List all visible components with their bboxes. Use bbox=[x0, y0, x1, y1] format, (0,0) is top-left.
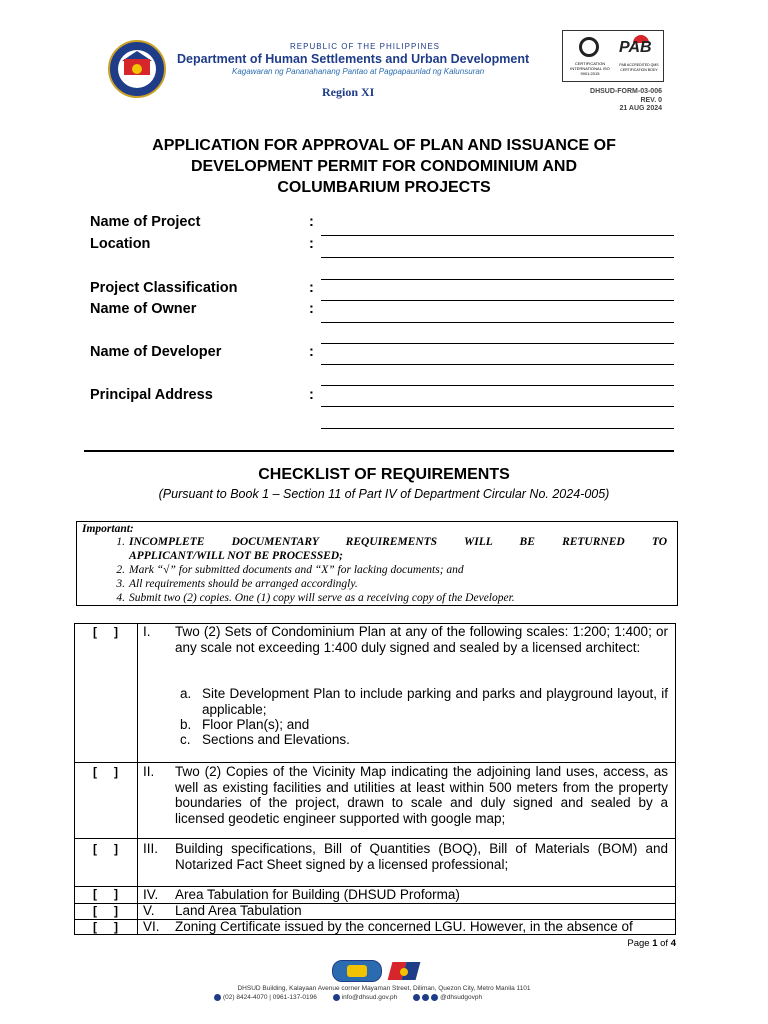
republic-label: REPUBLIC OF THE PHILIPPINES bbox=[290, 42, 440, 51]
project-name-line[interactable] bbox=[321, 235, 674, 236]
requirement-number: VI. bbox=[143, 919, 160, 934]
checkbox-requirement-3[interactable] bbox=[74, 842, 137, 856]
field-label-owner: Name of Owner bbox=[90, 301, 197, 317]
bracket-close: ] bbox=[114, 887, 118, 901]
bracket-open: [ bbox=[93, 887, 97, 901]
field-colon: : bbox=[309, 387, 314, 403]
owner-line-2[interactable] bbox=[321, 343, 674, 344]
page-total: 4 bbox=[670, 938, 676, 949]
requirement-number: IV. bbox=[143, 887, 159, 902]
location-line-2[interactable] bbox=[321, 279, 674, 280]
bagong-pilipinas-logo bbox=[332, 960, 382, 982]
region-label: Region XI bbox=[322, 85, 375, 99]
checkbox-requirement-6[interactable] bbox=[74, 920, 137, 934]
developer-line[interactable] bbox=[321, 364, 674, 365]
youtube-icon[interactable] bbox=[422, 994, 429, 1001]
developer-line-2[interactable] bbox=[321, 385, 674, 386]
form-code: DHSUD-FORM-03-006 bbox=[590, 88, 662, 95]
classification-line[interactable] bbox=[321, 300, 674, 301]
field-label-classification: Project Classification bbox=[90, 280, 238, 296]
email-icon bbox=[333, 994, 340, 1001]
checklist-title: CHECKLIST OF REQUIREMENTS bbox=[258, 466, 510, 483]
field-label-location: Location bbox=[90, 236, 151, 252]
phone-icon bbox=[214, 994, 221, 1001]
certification-badge bbox=[562, 30, 664, 82]
address-line-2[interactable] bbox=[321, 428, 674, 429]
bracket-open: [ bbox=[93, 920, 97, 934]
bracket-open: [ bbox=[93, 842, 97, 856]
table-column-divider bbox=[137, 623, 138, 935]
form-revision: REV. 0 bbox=[640, 96, 662, 104]
item-number: 3. bbox=[116, 578, 125, 590]
footer-address: DHSUD Building, Kalayaan Avenue corner Mayaman Street, Diliman, Quezon City, Metro Manila 1101 bbox=[237, 985, 531, 992]
form-code-block bbox=[560, 88, 662, 114]
form-date: 21 AUG 2024 bbox=[619, 105, 662, 112]
requirement-text: Zoning Certificate issued by the concerned LGU. However, in the absence of bbox=[175, 919, 633, 934]
page-of: of bbox=[657, 938, 671, 949]
department-name: Department of Human Settlements and Urban Development bbox=[177, 52, 530, 66]
title-line-1: APPLICATION FOR APPROVAL OF PLAN AND ISSUANCE OF bbox=[152, 137, 616, 154]
sub-item-letter: c. bbox=[180, 732, 191, 747]
title-line-2: DEVELOPMENT PERMIT FOR CONDOMINIUM AND bbox=[190, 158, 578, 175]
twitter-icon[interactable] bbox=[431, 994, 438, 1001]
field-label-address: Principal Address bbox=[90, 387, 213, 403]
iso-logo-icon bbox=[579, 37, 599, 57]
checkbox-requirement-2[interactable] bbox=[74, 765, 137, 779]
iso-cert-text: CERTIFICATION INTERNATIONAL ISO 9001:2015 bbox=[570, 61, 610, 76]
item-text: Mark “√” for submitted documents and “X” for lacking documents; and bbox=[129, 564, 464, 576]
field-colon: : bbox=[309, 214, 314, 230]
footer-contacts bbox=[210, 994, 558, 1001]
field-colon: : bbox=[309, 344, 314, 360]
bracket-close: ] bbox=[114, 625, 118, 639]
title-line-3: COLUMBARIUM PROJECTS bbox=[277, 179, 491, 196]
requirement-text: Land Area Tabulation bbox=[175, 903, 302, 918]
owner-line[interactable] bbox=[321, 322, 674, 323]
field-colon: : bbox=[309, 280, 314, 296]
location-line[interactable] bbox=[321, 257, 674, 258]
checkbox-requirement-1[interactable] bbox=[74, 625, 137, 639]
pab-logo: PAB bbox=[619, 39, 652, 56]
page-title bbox=[90, 135, 678, 198]
page-number bbox=[560, 938, 676, 949]
footer-email[interactable]: info@dhsud.gov.ph bbox=[341, 994, 398, 1002]
item-number: 4. bbox=[116, 592, 125, 604]
bracket-close: ] bbox=[114, 920, 118, 934]
table-row-divider bbox=[74, 762, 676, 763]
sub-item-letter: a. bbox=[180, 686, 192, 701]
sub-item-text: Site Development Plan to include parking and parks and playground layout, if applicable; bbox=[202, 686, 668, 717]
item-number: 2. bbox=[116, 564, 125, 576]
requirement-number: V. bbox=[143, 903, 155, 918]
bracket-open: [ bbox=[93, 765, 97, 779]
field-label-developer: Name of Developer bbox=[90, 344, 222, 360]
checklist-pursuant: (Pursuant to Book 1 – Section 11 of Part IV of Department Circular No. 2024-005) bbox=[158, 487, 610, 501]
housing-program-logo bbox=[386, 960, 422, 982]
page-prefix: Page bbox=[627, 938, 653, 949]
table-row-divider bbox=[74, 838, 676, 839]
bracket-close: ] bbox=[114, 904, 118, 918]
address-line[interactable] bbox=[321, 406, 674, 407]
bracket-open: [ bbox=[93, 625, 97, 639]
section-divider bbox=[84, 450, 674, 452]
requirement-number: I. bbox=[143, 624, 151, 639]
page-current: 1 bbox=[652, 938, 658, 949]
field-colon: : bbox=[309, 236, 314, 252]
requirement-number: III. bbox=[143, 841, 159, 856]
field-colon: : bbox=[309, 301, 314, 317]
sub-item-text: Sections and Elevations. bbox=[202, 732, 350, 747]
department-tagalog: Kagawaran ng Pananahanang Pantao at Pagpapaunlad ng Kalunsuran bbox=[232, 67, 485, 76]
requirement-text: Building specifications, Bill of Quantities (BOQ), Bill of Materials (BOM) and Notarized Fact Sheet signed by a licensed professional; bbox=[175, 841, 668, 872]
requirement-text: Area Tabulation for Building (DHSUD Proforma) bbox=[175, 887, 460, 902]
sub-item-text: Floor Plan(s); and bbox=[202, 717, 310, 732]
pab-cert-text: PAB ACCREDITED QMS CERTIFICATION BODY bbox=[619, 63, 659, 72]
checkbox-requirement-4[interactable] bbox=[74, 887, 137, 901]
requirement-text: Two (2) Copies of the Vicinity Map indicating the adjoining land uses, access, as well as existing facilities and utilities at least within 500 meters from the property boundaries of the project, drawn to scale and duly signed and sealed by a licensed geodetic engineer supported with google map; bbox=[175, 764, 668, 826]
checkbox-requirement-5[interactable] bbox=[74, 904, 137, 918]
item-text: APPLICANT/WILL NOT BE PROCESSED; bbox=[129, 550, 343, 562]
footer-phone: (02) 8424-4070 | 0961-137-0196 bbox=[223, 994, 317, 1002]
bracket-open: [ bbox=[93, 904, 97, 918]
field-label-project-name: Name of Project bbox=[90, 214, 201, 230]
footer-social[interactable]: @dhsudgovph bbox=[440, 994, 483, 1002]
item-number: 1. bbox=[116, 536, 125, 548]
requirement-text: Two (2) Sets of Condominium Plan at any of the following scales: 1:200; 1:400; or any scale not exceeding 1:400 duly signed and sealed by a licensed architect: bbox=[175, 624, 668, 655]
item-text: INCOMPLETE DOCUMENTARY REQUIREMENTS WILL BE RETURNED TO bbox=[129, 536, 667, 548]
important-heading: Important: bbox=[82, 523, 134, 535]
item-text: Submit two (2) copies. One (1) copy will serve as a receiving copy of the Developer. bbox=[129, 592, 515, 604]
sub-item-letter: b. bbox=[180, 717, 192, 732]
facebook-icon[interactable] bbox=[413, 994, 420, 1001]
requirement-number: II. bbox=[143, 764, 155, 779]
dhsud-logo bbox=[108, 40, 166, 98]
bracket-close: ] bbox=[114, 765, 118, 779]
bracket-close: ] bbox=[114, 842, 118, 856]
important-notice-box bbox=[76, 521, 678, 606]
item-text: All requirements should be arranged accordingly. bbox=[129, 578, 358, 590]
